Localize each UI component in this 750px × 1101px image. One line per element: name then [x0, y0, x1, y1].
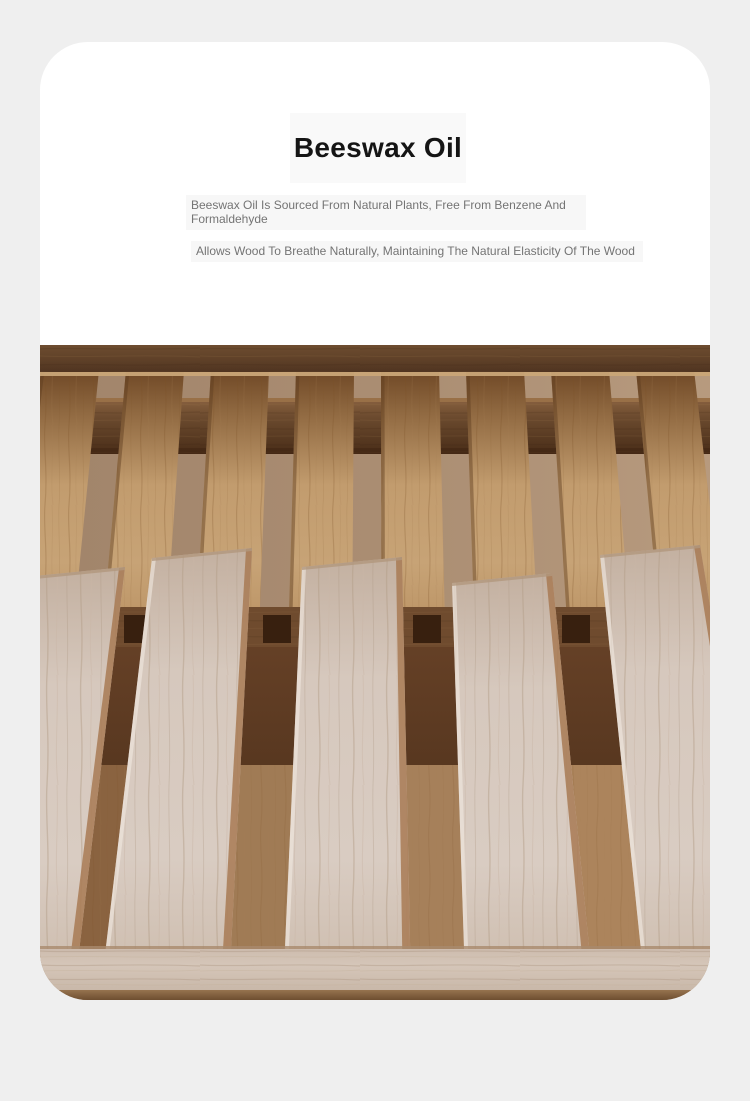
slat-notch: [263, 615, 291, 643]
description-paragraph-1: Beeswax Oil Is Sourced From Natural Plants, Free From Benzene And Formaldehyde: [186, 195, 586, 230]
bottom-rail-edge: [40, 946, 710, 949]
product-photo: [40, 345, 710, 1000]
page-title: Beeswax Oil: [293, 132, 463, 163]
slat-notch: [562, 615, 590, 643]
card-header: [40, 42, 710, 345]
slat-notch: [413, 615, 441, 643]
product-card: [40, 42, 710, 1000]
bed-slats-photo-svg: [40, 345, 710, 1000]
lower-slat: [284, 557, 410, 960]
description-paragraph-2: Allows Wood To Breathe Naturally, Maintaining The Natural Elasticity Of The Wood: [191, 241, 643, 262]
title-box: [290, 113, 466, 183]
bottom-strip: [40, 990, 710, 1000]
